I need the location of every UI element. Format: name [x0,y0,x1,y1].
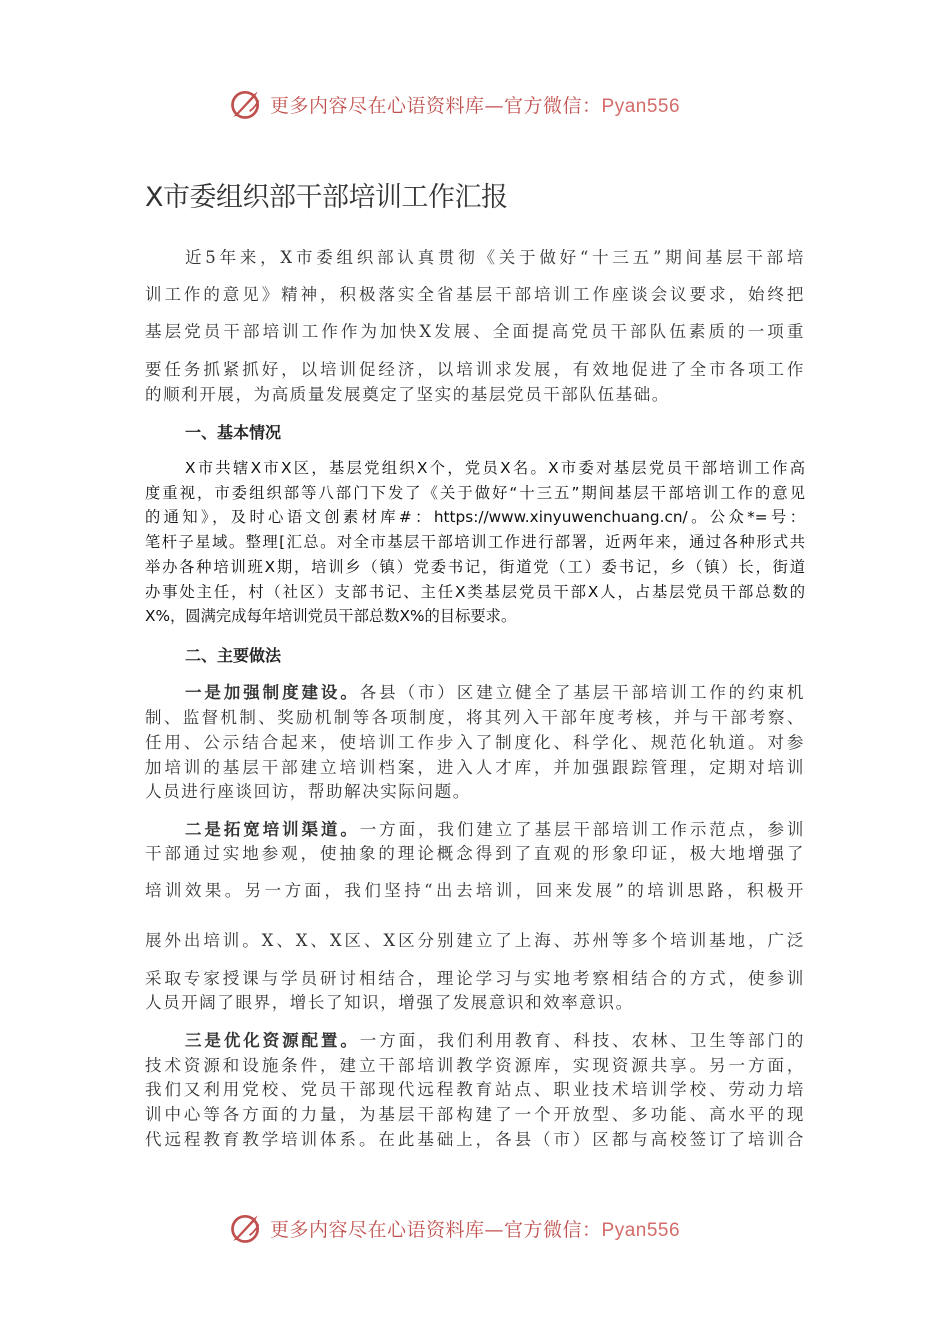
practice-2-line: 人员开阔了眼界，增长了知识，增强了发展意识和效率意识。 [145,993,634,1012]
section-heading-practices: 二、主要做法 [185,646,282,665]
practice-3-line: 我们又利用党校、党员干部现代远程教育站点、职业技术培训学校、劳动力培 [145,1080,805,1099]
practice-3-line: 技术资源和设施条件，建立干部培训教学资源库，实现资源共享。另一方面， [145,1056,805,1075]
brush-logo-icon [228,1210,264,1246]
brush-logo-icon [228,86,264,122]
practice-1-line: 加培训的基层干部建立培训档案，进入人才库，并加强跟踪管理，定期对培训 [145,758,805,777]
section1-line: 笔杆子星域。整理[汇总。对全市基层干部培训工作进行部署，近两年来，通过各种形式共 [145,533,805,551]
intro-line: 要任务抓紧抓好，以培训促经济，以培训求发展，有效地促进了全市各项工作 [145,360,805,379]
intro-line: 训工作的意见》精神，积极落实全省基层干部培训工作座谈会议要求，始终把 [145,285,805,304]
banner-text: 更多内容尽在心语资料库—官方微信：Pyan556 [270,94,681,117]
intro-line: 基层党员干部培训工作作为加快X发展、全面提高党员干部队伍素质的一项重 [145,322,805,341]
section1-line: 度重视，市委组织部等八部门下发了《关于做好“十三五”期间基层干部培训工作的意见 [145,484,805,502]
section-heading-basic: 一、基本情况 [185,423,282,442]
section1-line: 的通知》，及时心语文创素材库#：https://www.xinyuwenchuang.cn/。公众*=号： [145,508,805,526]
practice-1-line: 制、监督机制、奖励机制等各项制度，将其列入干部年度考核，并与干部考察、 [145,708,805,727]
practice-1-line: 任用、公示结合起来，使培训工作步入了制度化、科学化、规范化轨道。对参 [145,733,805,752]
banner-text: 更多内容尽在心语资料库—官方微信：Pyan556 [270,1218,681,1241]
practice-3-line: 代远程教育教学培训体系。在此基础上，各县（市）区都与高校签订了培训合 [145,1130,805,1149]
header-banner [228,84,680,124]
intro-line: 近5年来，X市委组织部认真贯彻《关于做好“十三五”期间基层干部培 [185,248,805,267]
section1-line: 举办各种培训班X期，培训乡（镇）党委书记，街道党（工）委书记，乡（镇）长，街道 [145,558,805,576]
section1-line: X%，圆满完成每年培训党员干部总数X%的目标要求。 [145,607,517,625]
practice-2-line: 展外出培训。X、X、X区、X区分别建立了上海、苏州等多个培训基地，广泛 [145,931,805,950]
practice-3-line: 三是优化资源配置。一方面，我们利用教育、科技、农林、卫生等部门的 [185,1031,805,1050]
footer-banner [228,1208,680,1248]
practice-1-line: 人员进行座谈回访，帮助解决实际问题。 [145,782,471,801]
practice-2-lead: 二是拓宽培训渠道。 [185,820,360,839]
wechat-id: Pyan556 [601,95,681,117]
practice-3-line: 训中心等各方面的力量，为基层干部构建了一个开放型、多功能、高水平的现 [145,1105,805,1124]
section1-line: 办事处主任，村（社区）支部书记、主任X类基层党员干部X人，占基层党员干部总数的 [145,583,805,601]
document-title: X市委组织部干部培训工作汇报 [145,182,508,213]
practice-1-lead: 一是加强制度建设。 [185,683,360,702]
intro-line: 的顺利开展，为高质量发展奠定了坚实的基层党员干部队伍基础。 [145,385,670,404]
practice-1-line: 一是加强制度建设。各县（市）区建立健全了基层干部培训工作的约束机 [185,683,805,702]
wechat-id: Pyan556 [601,1219,681,1241]
practice-2-line: 二是拓宽培训渠道。一方面，我们建立了基层干部培训工作示范点，参训 [185,820,805,839]
practice-3-lead: 三是优化资源配置。 [185,1031,360,1050]
section1-line: X市共辖X市X区，基层党组织X个，党员X名。X市委对基层党员干部培训工作高 [185,459,805,477]
practice-2-line: 干部通过实地参观，使抽象的理论概念得到了直观的形象印证，极大地增强了 [145,844,805,863]
practice-2-line: 培训效果。另一方面，我们坚持“出去培训，回来发展”的培训思路，积极开 [145,881,805,900]
practice-2-line: 采取专家授课与学员研讨相结合，理论学习与实地考察相结合的方式，使参训 [145,969,805,988]
